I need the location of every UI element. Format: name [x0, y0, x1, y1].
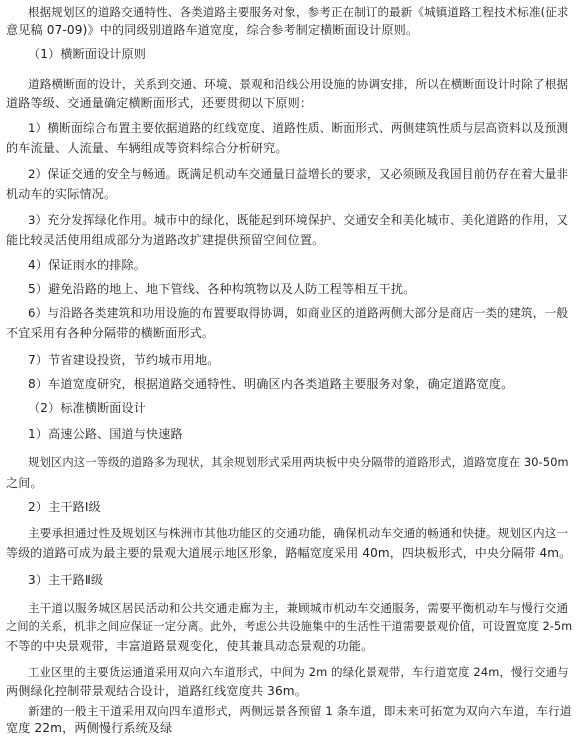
- text-line: 之间。: [6, 476, 43, 490]
- subsection-heading-text: 1）高速公路、国道与快速路: [28, 427, 183, 441]
- section-heading-text: （2）标准横断面设计: [28, 401, 147, 415]
- text-line: 规划区内这一等级的道路多为现状，其余规划形式采用两块板中央分隔带的道路形式，道路宽度在 30-50m: [28, 456, 569, 469]
- text-line: 两侧绿化控制带景观结合设计，道路红线宽度共 36m。: [6, 684, 307, 698]
- text-line: 主要承担通过性及规划区与株洲市其他功能区的交通功能，确保机动车交通的畅通和快捷。规划区内这一: [28, 526, 569, 540]
- text-line: 4）保证雨水的排除。: [28, 258, 147, 272]
- text-line: 不宜采用有各种分隔带的横断面形式。: [6, 326, 215, 340]
- text-line: 1）横断面综合布置主要依据道路的红线宽度、道路性质、断面形式、两侧建筑性质与层高资料以及预测: [28, 121, 569, 135]
- text-line: 道路横断面的设计，关系到交通、环境、景观和沿线公用设施的协调安排，所以在横断面设计时除了根据: [28, 77, 569, 91]
- text-line: 等级的道路可成为最主要的景观大道展示地区形象，路幅宽度采用 40m，四块板形式，中央分隔带 4m。: [6, 546, 572, 560]
- text-line: 意见稿 07-09)》中的同级别道路车道宽度，综合参考制定横断面设计原则。: [6, 23, 419, 37]
- text-line: 之间的关系，机非之间应保证一定分离。此外，考虑公共设施集中的生活性干道需要景观价值，可设置宽度 2-5m: [6, 620, 573, 633]
- text-line: 的车流量、人流量、车辆组成等资料综合分析研究。: [6, 141, 288, 155]
- text-line: 8）车道宽度研究，根据道路交通特性、明确区内各类道路主要服务对象，确定道路宽度。: [28, 377, 514, 391]
- text-line: 工业区里的主要货运通道采用双向六车道形式，中间为 2m 的绿化景观带，车行道宽度 24m，慢行交通与: [28, 665, 569, 679]
- text-line: 道路等级、交通量确定横断面形式，还要贯彻以下原则：: [6, 96, 313, 110]
- subsection-heading-text: 3）主干路Ⅱ级: [28, 573, 104, 587]
- text-line: 3）充分发挥绿化作用。城市中的绿化，既能起到环境保护、交通安全和美化城市、美化道路的作用，又: [28, 213, 569, 227]
- text-line: 新建的一般主干道采用双向四车道形式，两侧远景各预留 1 条车道，即未来可拓宽为双向六车道，车行道: [28, 704, 572, 718]
- text-line: 5）避免沿路的地上、地下管线、各种构筑物以及人防工程等相互干扰。: [28, 282, 416, 296]
- text-line: 主干道以服务城区居民活动和公共交通走廊为主，兼顾城市机动车交通服务，需要平衡机动车与慢行交通: [28, 601, 569, 615]
- text-line: 能比较灵活使用组成部分为道路改扩建提供预留空间位置。: [6, 233, 325, 247]
- text-line: 6）与沿路各类建筑和功用设施的布置要取得协调，如商业区的道路两侧大部分是商店一类的建筑，一般: [28, 306, 569, 320]
- text-line: 不等的中央景观带，丰富道路景观变化，使其兼具动态景观的功能。: [6, 639, 374, 653]
- text-line: 2）保证交通的安全与畅通。既满足机动车交通量日益增长的要求，又必须顾及我国目前仍存在着大量非: [28, 167, 569, 181]
- subsection-heading-text: 2）主干路Ⅰ级: [28, 500, 101, 514]
- text-line: 根据规划区的道路交通特性、各类道路主要服务对象，参考正在制订的最新《城镇道路工程技术标准(征求: [28, 5, 569, 19]
- text-line: 宽度 22m，两侧慢行系统及绿: [6, 721, 173, 735]
- text-line: 7）节省建设投资，节约城市用地。: [28, 353, 220, 367]
- section-heading-text: （1）横断面设计原则: [28, 47, 147, 61]
- text-line: 机动车的实际情况。: [6, 187, 117, 201]
